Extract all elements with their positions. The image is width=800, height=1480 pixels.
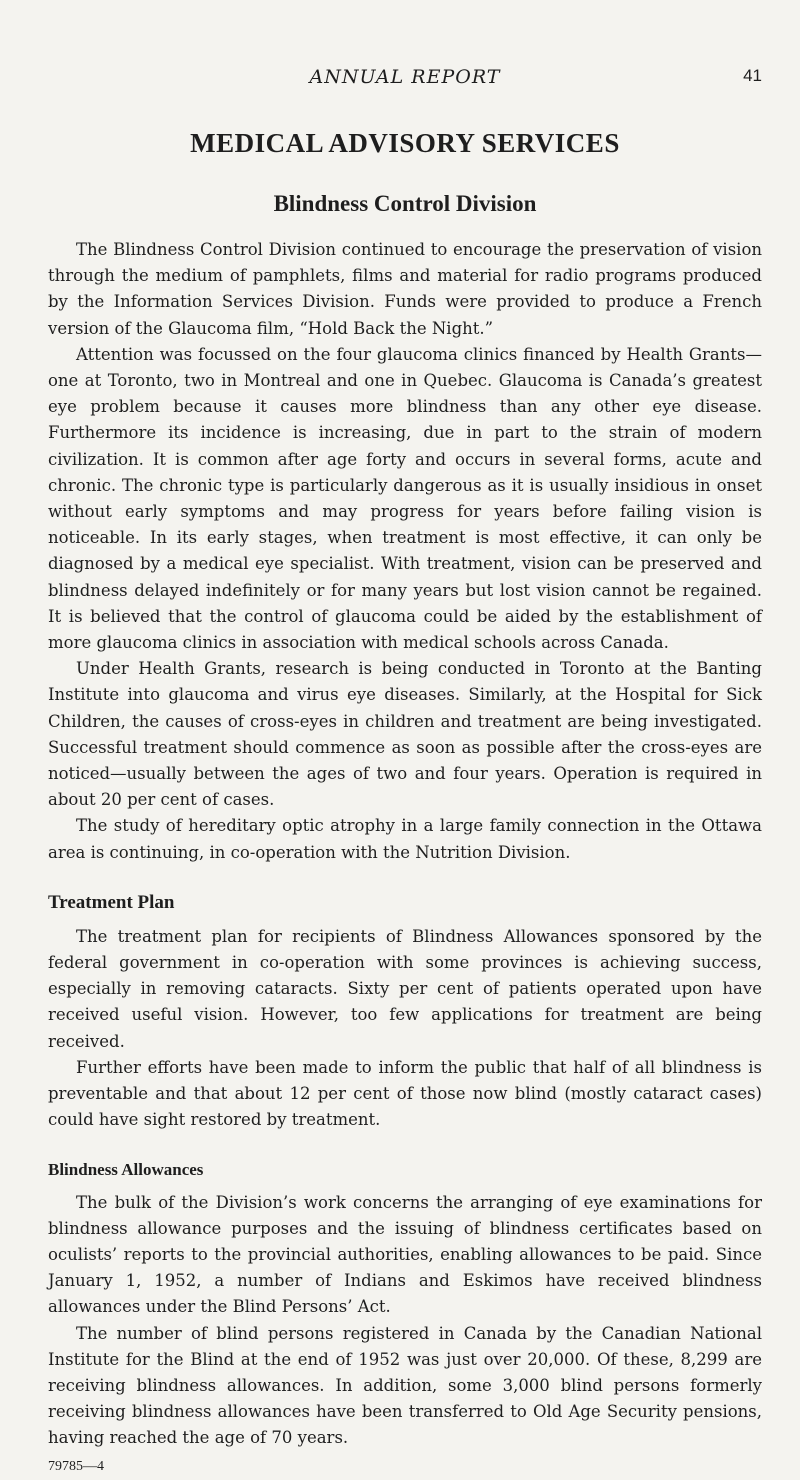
paragraph: The number of blind persons registered in Canada by the Canadian National Institute for the Blind at the end of 1952 was just over 20,000. Of these, 8,299 are receiving blindness allowances. In addition, some 3,000 blind persons formerly receiving blindness allowances have been transferred to Old Age Security pensions, having reached the age of 70 years. (48, 1323, 762, 1448)
page-number: 41 (743, 66, 762, 85)
paragraph: Attention was focussed on the four glaucoma clinics financed by Health Grants—one at Toronto, two in Montreal and one in Quebec. Glaucoma is Canada’s greatest eye problem because it causes more blindness than any other eye disease. Furthermore its incidence is increasing, due in part to the strain of modern civilization. It is common after age forty and occurs in several forms, acute and chronic. The chronic type is particularly dangerous as it is usually insidious in onset without early symptoms and may progress for years before failing vision is noticeable. In its early stages, when treatment is most effective, it can only be diagnosed by a medical eye specialist. With treatment, vision can be preserved and blindness delayed indefinitely or for many years but lost vision cannot be regained. It is believed that the control of glaucoma could be aided by the establishment of more glaucoma clinics in association with medical schools across Canada. (48, 344, 762, 653)
main-title: MEDICAL ADVISORY SERVICES (190, 128, 620, 158)
division-title: Blindness Control Division (273, 191, 537, 216)
running-title: ANNUAL REPORT (309, 66, 501, 88)
paragraph: Under Health Grants, research is being conducted in Toronto at the Banting Institute into glaucoma and virus eye diseases. Similarly, at the Hospital for Sick Children, the causes of cross-eyes in children and treatment are being investigated. Successful treatment should commence as soon as possible after the cross-eyes are noticed—usually between the ages of two and four years. Operation is required in about 20 per cent of cases. (48, 659, 762, 810)
section-heading-blindness-allowances: Blindness Allowances (48, 1159, 204, 1179)
footer-print-code: 79785—4 (48, 1458, 104, 1474)
paragraph: The study of hereditary optic atrophy in a large family connection in the Ottawa area is continuing, in co-operation with the Nutrition Division. (48, 816, 762, 862)
section-heading-treatment-plan: Treatment Plan (48, 891, 175, 913)
document-page (48, 62, 762, 1480)
paragraph: The bulk of the Division’s work concerns the arranging of eye examinations for blindness allowance purposes and the issuing of blindness certificates based on oculists’ reports to the provincial authorities, enabling allowances to be paid. Since January 1, 1952, a number of Indians and Eskimos have received blindness allowances under the Blind Persons’ Act. (48, 1192, 762, 1317)
intro-section (48, 237, 762, 866)
blindness-allowances-section (48, 1160, 762, 1452)
treatment-plan-section (48, 892, 762, 1134)
paragraph: The Blindness Control Division continued to encourage the preservation of vision through the medium of pamphlets, films and material for radio programs produced by the Information Services Division. Funds were provided to produce a French version of the Glaucoma film, “Hold Back the Night.” (48, 240, 762, 338)
running-head (48, 62, 762, 90)
paragraph: The treatment plan for recipients of Blindness Allowances sponsored by the federal government in co-operation with some provinces is achieving success, especially in removing cataracts. Sixty per cent of patients operated upon have received useful vision. However, too few applications for treatment are being received. (48, 926, 762, 1051)
paragraph: Further efforts have been made to inform the public that half of all blindness is preventable and that about 12 per cent of those now blind (mostly cataract cases) could have sight restored by treatment. (48, 1057, 762, 1130)
